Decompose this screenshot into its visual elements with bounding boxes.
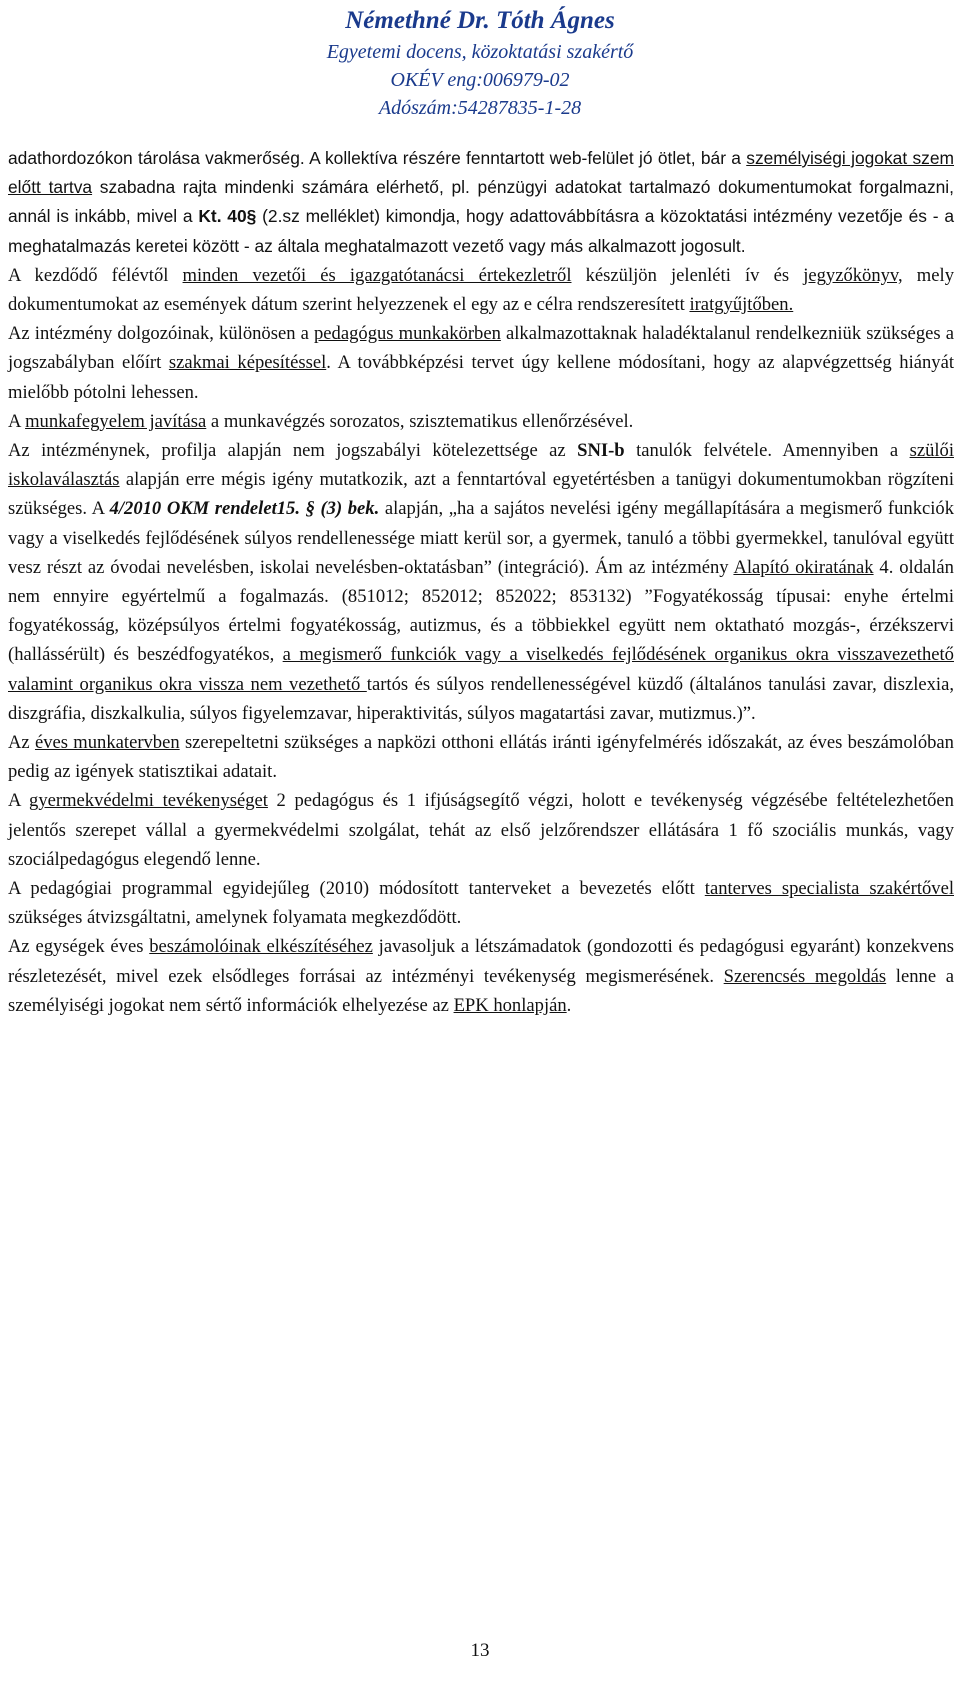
text: Az intézmény dolgozóinak, különösen a (8, 323, 314, 345)
underlined-text: jegyzőkönyv, (803, 264, 903, 286)
paragraph-sni (8, 436, 954, 728)
text: . (566, 994, 572, 1016)
text: adathordozókon tárolása vakmerőség. A kollektíva részére fenntartott web-felület jó ötlet, bár a (8, 148, 747, 168)
underlined-text: EPK honlapján (453, 994, 567, 1016)
underlined-text: gyermekvédelmi tevékenységet (29, 790, 268, 812)
tax-number: Adószám:54287835-1-28 (378, 97, 582, 119)
underlined-text: munkafegyelem javítása (25, 410, 207, 432)
text: A kezdődő félévtől (8, 264, 183, 286)
text: . A továbbképzési tervet úgy kellene módosítani, hogy az alapvégzettség hiányát mielőbb pótolni lehessen. (8, 352, 954, 403)
text: javasoljuk a létszámadatok (gondozotti és pedagógusi egyaránt) konzekvens részletezését, mivel ezek elsődleges forrásai az intézményi tevékenység megismerésének. (8, 936, 954, 987)
paragraph-minutes (8, 261, 954, 319)
paragraph-reports (8, 932, 954, 1020)
author-name: Némethné Dr. Tóth Ágnes (345, 7, 615, 34)
paragraph-data-protection (8, 144, 954, 261)
text: Az intézménynek, profilja alapján nem jogszabályi kötelezettsége az (8, 440, 578, 462)
underlined-text: éves munkatervben (34, 732, 180, 754)
underlined-text: Szerencsés megoldás (723, 965, 887, 987)
text: Az (8, 732, 35, 754)
text: alkalmazottaknak haladéktalanul rendelkezniük szükséges a jogszabályban előírt (8, 323, 954, 374)
text: alapján erre mégis igény mutatkozik, azt a fenntartóval egyetértésben a tanügyi dokumentumokban rögzíteni szükséges. A (8, 469, 954, 520)
page-number: 13 (470, 1640, 490, 1661)
bold-italic-reference: 4/2010 OKM rendelet15. § (3) bek. (109, 498, 380, 520)
letterhead (0, 0, 960, 122)
text: 2 pedagógus és 1 ifjúságsegítő végzi, holott e tevékenység végzésébe feltételezhetően jelentős szerepet vállal a gyermekvédelmi szolgálat, tehát az első jelzőrendszer ellátására 1 fő szociális munkás, vagy szociálpedagógus elegendő lenne. (8, 790, 954, 870)
okev-registration: OKÉV eng:006979-02 (390, 69, 570, 91)
text: alapján, „ha a sajátos nevelési igény megállapítására a megismerő funkciók vagy a viselkedés fejlődésének súlyos rendellenessége miatt kerül sor, a gyermek, tanuló a többi gyermekkel, tanulóval együtt vesz részt az óvodai nevelésben, iskolai nevelésben-oktatásban” (integráció). Ám az intézmény (8, 498, 955, 578)
underlined-text: Alapító okiratának (733, 556, 874, 578)
author-title: Egyetemi docens, közoktatási szakértő (326, 41, 634, 63)
text: tanulók felvétele. Amennyiben a (624, 440, 910, 462)
underlined-text: a megismerő funkciók vagy a viselkedés fejlődésének organikus okra visszavezethető valamint organikus okra vissza nem vezethető (8, 644, 954, 695)
paragraph-qualifications (8, 319, 954, 407)
underlined-text: iratgyűjtőben. (689, 294, 794, 316)
document-body (8, 144, 954, 1020)
text: tartós és súlyos rendellenességével küzdő (általános tanulási zavar, diszlexia, diszgráfia, diszkalkulia, súlyos figyelemzavar, hiperaktivitás, súlyos magatartási zavar, mutizmus.)”. (8, 673, 954, 724)
underlined-text: tanterves specialista szakértővel (704, 878, 954, 900)
bold-text: SNI-b (577, 440, 625, 462)
text: lenne a személyiségi jogokat nem sértő információk elhelyezése az (8, 965, 954, 1016)
paragraph-child-protection (8, 786, 954, 874)
underlined-text: személyiségi jogokat szem előtt tartva (8, 148, 955, 198)
bold-reference: Kt. 40§ (198, 206, 257, 227)
text: mely dokumentumokat az események dátum szerint helyezzenek el egy az e célra rendszeresített (8, 264, 954, 316)
paragraph-work-plan (8, 728, 954, 786)
text: szükséges átvizsgáltatni, amelynek folyamata megkezdődött. (8, 907, 462, 929)
underlined-text: szakmai képesítéssel (168, 352, 327, 374)
text: A (8, 790, 30, 812)
text: szabadna rajta mindenki számára elérhető, pl. pénzügyi adatokat tartalmazó dokumentumokat forgalmazni, annál is inkább, mivel a (8, 177, 955, 227)
underlined-text: beszámolóinak elkészítéséhez (149, 936, 373, 958)
text: a munkavégzés sorozatos, szisztematikus ellenőrzésével. (206, 410, 634, 432)
text: A pedagógiai programmal egyidejűleg (2010) módosított tanterveket a bevezetés előtt (8, 878, 705, 900)
text: A (8, 410, 26, 432)
text: szerepeltetni szükséges a napközi otthoni ellátás iránti igényfelmérés időszakát, az éves beszámolóban pedig az igények statisztikai adatait. (8, 732, 954, 783)
underlined-text: szülői iskolaválasztás (8, 440, 954, 491)
paragraph-discipline (8, 407, 954, 436)
paragraph-curriculum (8, 874, 954, 932)
underlined-text: minden vezetői és igazgatótanácsi értekezletről (182, 264, 572, 286)
text: Az egységek éves (8, 936, 150, 958)
text: 4. oldalán nem ennyire egyértelmű a fogalmazás. (851012; 852012; 852022; 853132) ”Fogyatékosság típusai: enyhe értelmi fogyatékosság, középsúlyos értelmi fogyatékosság, autizmus, és a többiekkel együtt nem oktatható mozgás-, érzékszervi (hallássérült) és beszédfogyatékos, (8, 556, 954, 666)
text: készüljön jelenléti ív és (571, 264, 804, 286)
text: (2.sz melléklet) kimondja, hogy adattovábbításra a közoktatási intézmény vezetője és - a meghatalmazás keretei között - az általa meghatalmazott vezető vagy más alkalmazott jogosult. (8, 206, 954, 256)
underlined-text: pedagógus munkakörben (314, 323, 501, 345)
